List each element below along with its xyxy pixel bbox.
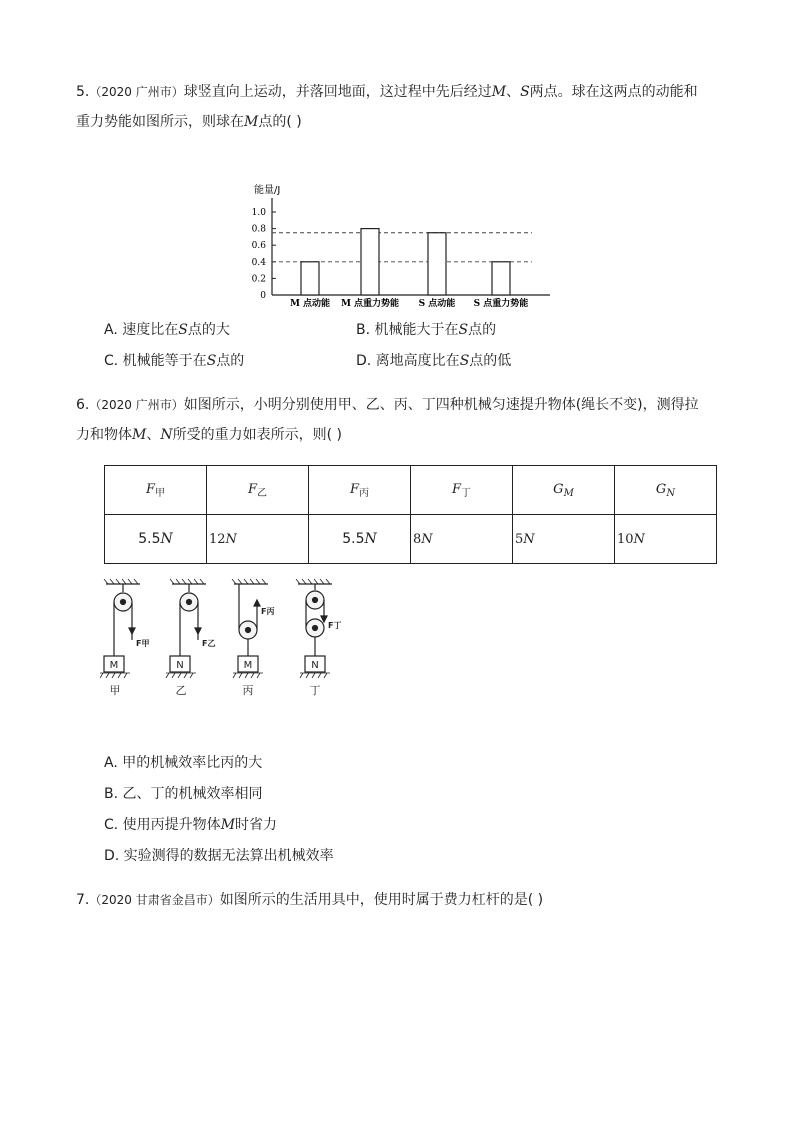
block-label: M [109, 660, 119, 671]
table-header-cell: $G_N$ [615, 466, 717, 515]
force-table [104, 465, 717, 564]
y-tick-label: 0.4 [251, 257, 266, 268]
bar [492, 262, 510, 295]
force-label: F乙 [202, 639, 216, 648]
setup-label: 乙 [175, 684, 187, 697]
pulley-diagram [100, 578, 350, 700]
setup-label: 甲 [109, 684, 121, 697]
question-number: 7. [76, 892, 90, 908]
question-number: 6. [76, 397, 90, 413]
q6-option-a[interactable]: A. 甲的机械效率比丙的大 [104, 755, 263, 771]
table-header-cell: $F_丙$ [309, 466, 411, 515]
force-label: F丁 [328, 621, 342, 630]
table-header-cell: $F_甲$ [105, 466, 207, 515]
table-header-cell: $F_乙$ [207, 466, 309, 515]
y-tick-label: 0.8 [251, 224, 266, 235]
bar [301, 262, 319, 295]
y-tick-label: 1.0 [251, 208, 266, 218]
table-header-cell: $G_M$ [513, 466, 615, 515]
q5-option-c[interactable]: C. 机械能等于在S点的 [104, 353, 245, 369]
table-cell: 12N [207, 515, 309, 564]
q5-option-a[interactable]: A. 速度比在S点的大 [104, 322, 230, 338]
question-source: （2020 广州市） [89, 398, 184, 412]
y-axis-label: 能量/J [254, 185, 281, 196]
setup-label: 丙 [242, 684, 254, 697]
question-source: （2020 广州市） [89, 85, 184, 99]
block-label: N [176, 660, 184, 671]
bar [361, 229, 379, 295]
table-row [105, 515, 717, 564]
table-header-cell: $F_丁$ [411, 466, 513, 515]
table-cell: 5N [513, 515, 615, 564]
q6-option-c[interactable]: C. 使用丙提升物体M时省力 [104, 817, 278, 833]
force-label: F丙 [261, 607, 275, 616]
q5-option-b[interactable]: B. 机械能大于在S点的 [356, 322, 497, 338]
question-number: 5. [76, 84, 90, 100]
x-tick-label: S 点重力势能 [473, 299, 529, 309]
energy-bar-chart [232, 182, 562, 312]
table-cell: 10N [615, 515, 717, 564]
y-tick-label: 0.2 [251, 274, 266, 285]
question-5-stem: 5.（2020 广州市）球竖直向上运动，并落回地面，这过程中先后经过M、S两点。球在这两点的动能和 重力势能如图所示，则球在M点的( ) [76, 84, 698, 130]
q5-option-d[interactable]: D. 离地高度比在S点的低 [356, 353, 512, 369]
x-tick-label: M 点动能 [289, 299, 331, 309]
table-cell: 5.5N [105, 515, 207, 564]
block-label: N [311, 660, 319, 671]
x-tick-label: S 点动能 [418, 299, 456, 309]
pulley-jia [100, 579, 140, 678]
force-label: F甲 [136, 639, 150, 648]
y-tick-label: 0.6 [251, 241, 266, 252]
q6-option-b[interactable]: B. 乙、丁的机械效率相同 [104, 786, 263, 802]
block-label: M [243, 660, 253, 671]
setup-label: 丁 [309, 684, 321, 697]
table-header-row [105, 466, 717, 515]
bar [428, 233, 446, 295]
q6-option-d[interactable]: D. 实验测得的数据无法算出机械效率 [104, 848, 334, 864]
pulley-yi [166, 579, 206, 678]
question-7-stem: 7.（2020 甘肃省金昌市）如图所示的生活用具中，使用时属于费力杠杆的是( ) [76, 892, 544, 908]
table-cell: 5.5N [309, 515, 411, 564]
question-6-stem: 6.（2020 广州市）如图所示，小明分别使用甲、乙、丙、丁四种机械匀速提升物体(绳长不变)，测得拉 力和物体M、N所受的重力如表所示，则( ) [76, 397, 699, 443]
x-tick-label: M 点重力势能 [340, 299, 400, 309]
question-source: （2020 甘肃省金昌市） [89, 893, 220, 907]
y-tick-label: 0 [260, 291, 266, 301]
table-cell: 8N [411, 515, 513, 564]
